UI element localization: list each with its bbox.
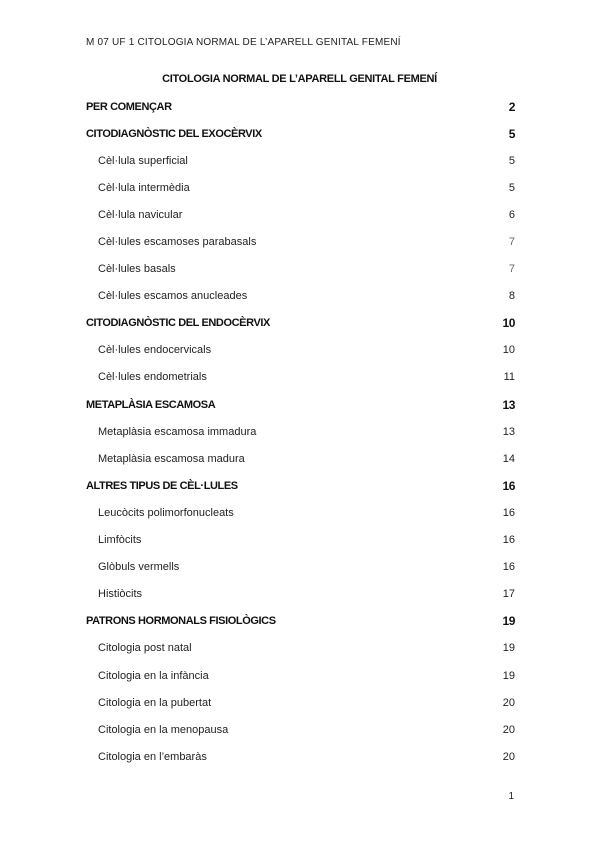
toc-entry[interactable]: [86, 147, 515, 174]
toc-entry[interactable]: [86, 93, 515, 120]
toc-entry-page: 2: [508, 99, 515, 114]
toc-entry[interactable]: [86, 120, 515, 147]
toc-entry-page: 17: [502, 588, 515, 601]
toc-entry[interactable]: [86, 364, 515, 391]
running-header: M 07 UF 1 CITOLOGIA NORMAL DE L’APARELL GENITAL FEMENÍ: [86, 37, 401, 48]
toc-entry-label: Cèl·lula navicular: [98, 208, 183, 221]
toc-entry[interactable]: [86, 499, 515, 526]
toc-entry[interactable]: [86, 662, 515, 689]
toc-entry-page: 16: [502, 534, 515, 547]
table-of-contents: [86, 93, 515, 770]
toc-entry[interactable]: [86, 418, 515, 445]
toc-entry-page: 20: [502, 750, 515, 763]
toc-entry-label: Cèl·lula superficial: [98, 154, 188, 167]
toc-entry[interactable]: [86, 472, 515, 499]
toc-entry-label: Cèl·lules basals: [98, 263, 176, 276]
toc-entry-page: 10: [502, 316, 515, 331]
toc-entry[interactable]: [86, 716, 515, 743]
toc-entry[interactable]: [86, 337, 515, 364]
toc-entry-label: CITODIAGNÒSTIC DEL ENDOCÈRVIX: [86, 317, 270, 330]
toc-entry-page: 16: [502, 506, 515, 519]
toc-entry-page: 8: [508, 290, 515, 303]
toc-entry-page: 7: [508, 236, 515, 249]
toc-entry[interactable]: [86, 445, 515, 472]
toc-entry-label: Glòbuls vermells: [98, 561, 180, 574]
toc-entry-page: 6: [508, 208, 515, 221]
toc-entry-page: 20: [502, 723, 515, 736]
toc-entry-label: Cèl·lules endometrials: [98, 371, 207, 384]
toc-entry-page: 5: [508, 126, 515, 141]
toc-entry-page: 19: [502, 642, 515, 655]
toc-entry-page: 11: [503, 371, 515, 384]
toc-entry-label: Leucòcits polimorfonucleats: [98, 506, 234, 519]
toc-entry-label: Citologia en la infància: [98, 669, 209, 682]
toc-entry[interactable]: [86, 581, 515, 608]
toc-entry-label: Citologia en la menopausa: [98, 723, 229, 736]
toc-entry-label: ALTRES TIPUS DE CÈL·LULES: [86, 479, 238, 492]
toc-entry-page: 16: [502, 478, 515, 493]
toc-entry-page: 19: [502, 614, 515, 629]
document-title: CITOLOGIA NORMAL DE L’APARELL GENITAL FEMENÍ: [162, 73, 437, 85]
toc-entry-page: 14: [502, 452, 515, 465]
toc-entry-label: Citologia en l’embaràs: [98, 750, 207, 763]
toc-entry[interactable]: [86, 689, 515, 716]
toc-entry-label: PATRONS HORMONALS FISIOLÒGICS: [86, 615, 276, 628]
toc-entry-label: Cèl·lula intermèdia: [98, 181, 190, 194]
toc-entry-label: Cèl·lules escamoses parabasals: [98, 236, 257, 249]
toc-entry-page: 5: [508, 154, 515, 167]
toc-entry[interactable]: [86, 608, 515, 635]
toc-entry-page: 13: [502, 425, 515, 438]
toc-entry[interactable]: [86, 228, 515, 255]
toc-entry[interactable]: [86, 201, 515, 228]
toc-entry[interactable]: [86, 743, 515, 770]
toc-entry-page: 20: [502, 696, 515, 709]
toc-entry-label: Limfòcits: [98, 534, 142, 547]
toc-entry-label: Citologia en la pubertat: [98, 696, 212, 709]
toc-entry-label: Metaplàsia escamosa madura: [98, 452, 245, 465]
toc-entry[interactable]: [86, 635, 515, 662]
toc-entry-label: Citologia post natal: [98, 642, 192, 655]
toc-entry[interactable]: [86, 391, 515, 418]
toc-entry-label: Metaplàsia escamosa immadura: [98, 425, 257, 438]
page-number: 1: [508, 791, 514, 802]
toc-entry-page: 5: [508, 181, 515, 194]
toc-entry-label: Cèl·lules escamos anucleades: [98, 290, 248, 303]
toc-entry-label: Histiòcits: [98, 588, 143, 601]
toc-entry[interactable]: [86, 256, 515, 283]
toc-entry-page: 7: [508, 263, 515, 276]
toc-entry[interactable]: [86, 174, 515, 201]
toc-entry-page: 10: [502, 344, 515, 357]
toc-entry-label: Cèl·lules endocervicals: [98, 344, 212, 357]
toc-entry-page: 19: [502, 669, 515, 682]
toc-entry-label: METAPLÀSIA ESCAMOSA: [86, 398, 216, 411]
toc-entry-page: 16: [502, 561, 515, 574]
toc-entry[interactable]: [86, 310, 515, 337]
toc-entry[interactable]: [86, 283, 515, 310]
toc-entry-label: CITODIAGNÒSTIC DEL EXOCÈRVIX: [86, 127, 262, 140]
toc-entry-page: 13: [502, 397, 515, 412]
toc-entry[interactable]: [86, 527, 515, 554]
toc-entry[interactable]: [86, 554, 515, 581]
toc-entry-label: PER COMENÇAR: [86, 100, 172, 113]
